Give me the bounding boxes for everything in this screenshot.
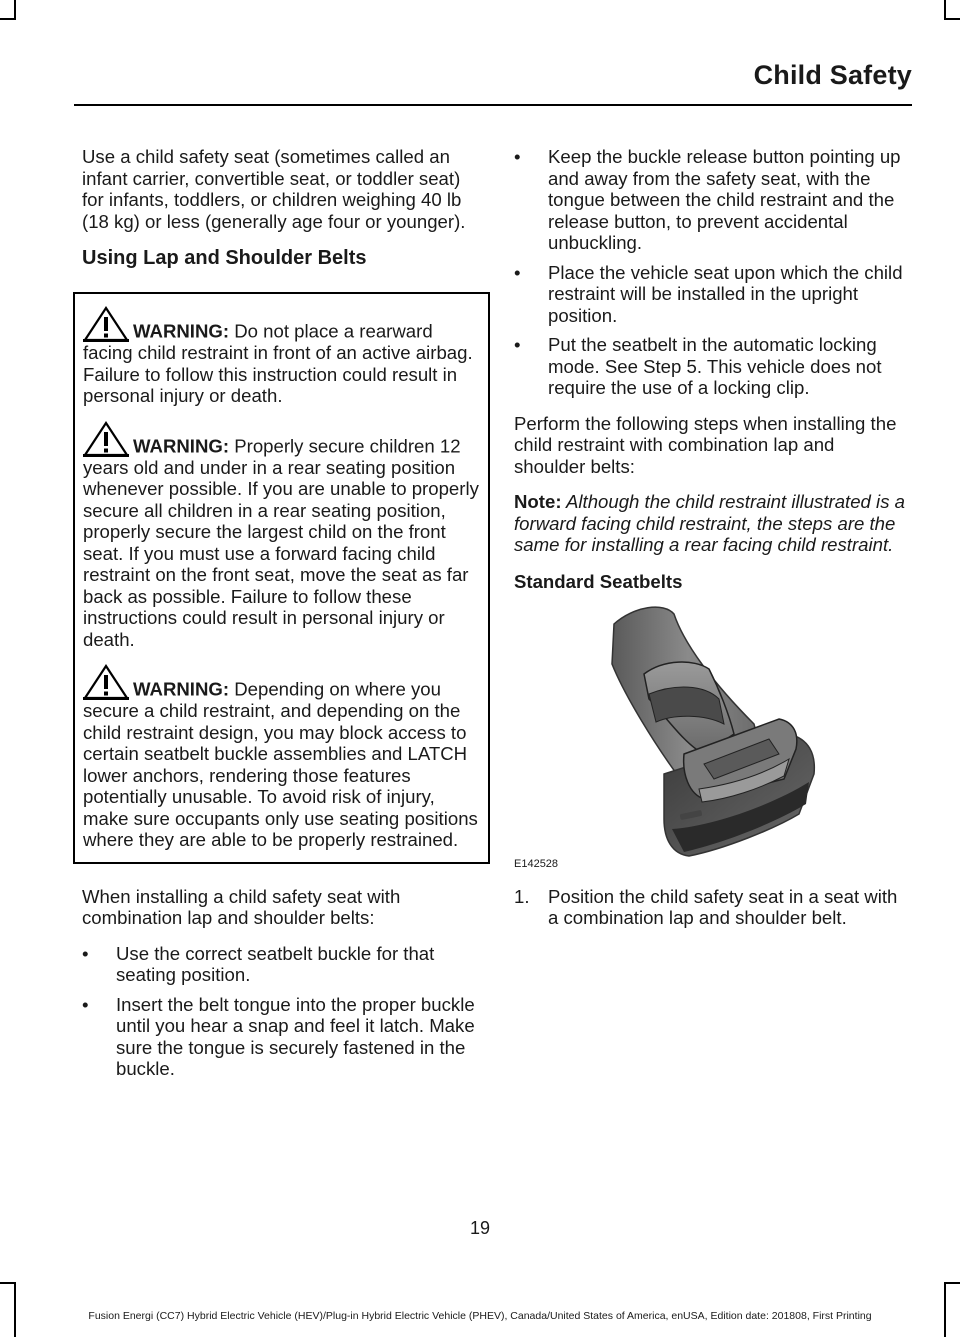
left-column bbox=[82, 146, 482, 1094]
warning-text: Depending on where you secure a child restraint, and depending on the child restraint design, you may block access to certain seatbelt buckle assemblies and LATCH lower anchors, rendering those features potentially unusable. To avoid risk of injury, make sure occupants only use seating positions where they are able to be properly restrained. bbox=[83, 678, 478, 850]
crop-mark bbox=[0, 1282, 16, 1284]
crop-mark bbox=[944, 18, 960, 20]
page-title: Child Safety bbox=[753, 60, 912, 90]
list-item: • Put the seatbelt in the automatic locking mode. See Step 5. This vehicle does not require the use of a locking clip. bbox=[514, 334, 910, 399]
section-heading: Using Lap and Shoulder Belts bbox=[82, 247, 367, 269]
warning-item bbox=[83, 664, 482, 851]
step-text: Position the child safety seat in a seat with a combination lap and shoulder belt. bbox=[548, 885, 898, 928]
steps-intro: Perform the following steps when installing the child restraint with combination lap and shoulder belts: bbox=[514, 412, 897, 477]
intro-paragraph: Use a child safety seat (sometimes called an infant carrier, convertible seat, or toddler seat) for infants, toddlers, or children weighing 40 lb (18 kg) or less (generally age four or younger). bbox=[82, 146, 466, 232]
note bbox=[514, 491, 910, 556]
figure-id: E142528 bbox=[514, 858, 559, 870]
note-label: Note: bbox=[514, 491, 562, 512]
footer-text: Fusion Energi (CC7) Hybrid Electric Vehicle (HEV)/Plug-in Hybrid Electric Vehicle (PHEV), Canada/United States of America, enUSA, Edition date: 201808, First Printing bbox=[88, 1310, 872, 1322]
crop-mark bbox=[944, 1282, 960, 1284]
install-intro: When installing a child safety seat with combination lap and shoulder belts: bbox=[82, 885, 401, 928]
warning-item bbox=[83, 306, 482, 407]
crop-mark bbox=[944, 0, 946, 18]
list-item: • Insert the belt tongue into the proper buckle until you hear a snap and feel it latch. Make sure the tongue is securely fastened in the buckle. bbox=[82, 994, 482, 1080]
crop-mark bbox=[0, 18, 16, 20]
step-number: 1. bbox=[514, 885, 530, 907]
header-divider bbox=[74, 104, 912, 106]
child-safety-seat-illustration bbox=[594, 604, 824, 866]
warning-triangle-icon bbox=[83, 421, 129, 457]
warning-label: WARNING: bbox=[133, 435, 230, 456]
warning-item bbox=[83, 421, 482, 651]
warning-label: WARNING: bbox=[133, 320, 230, 342]
list-item bbox=[514, 886, 910, 929]
list-item: • Use the correct seatbelt buckle for that seating position. bbox=[82, 943, 482, 986]
crop-mark bbox=[14, 1282, 16, 1337]
warning-triangle-icon bbox=[83, 306, 129, 342]
warning-text: Properly secure children 12 years old and under in a rear seating position whenever possible. If you are unable to properly secure all children in a rear seating position, properly secure the largest child on the front seat. If you must use a forward facing child restraint on the front seat, move the seat as far back as possible. Failure to follow these instructions could result in personal injury or death. bbox=[83, 435, 479, 650]
warning-text: Do not place a rearward facing child restraint in front of an active airbag. Failure to follow this instruction could result in personal injury or death. bbox=[83, 320, 473, 406]
right-column bbox=[514, 146, 910, 929]
step-list bbox=[514, 886, 910, 929]
crop-mark bbox=[944, 1282, 946, 1337]
install-bullet-list bbox=[82, 943, 482, 1080]
page-number: 19 bbox=[469, 1218, 491, 1238]
warning-box bbox=[73, 292, 490, 864]
child-seat-figure bbox=[514, 604, 910, 876]
crop-mark bbox=[14, 0, 16, 18]
warning-label: WARNING: bbox=[133, 678, 230, 700]
list-item: • Place the vehicle seat upon which the child restraint will be installed in the upright position. bbox=[514, 262, 910, 327]
subsection-heading: Standard Seatbelts bbox=[514, 570, 683, 592]
warning-triangle-icon bbox=[83, 664, 129, 700]
precaution-bullet-list bbox=[514, 146, 910, 399]
list-item: • Keep the buckle release button pointing up and away from the safety seat, with the tongue between the child restraint and the release button, to prevent accidental unbuckling. bbox=[514, 146, 910, 254]
note-text: Although the child restraint illustrated is a forward facing child restraint, the steps are the same for installing a rear facing child restraint. bbox=[514, 491, 905, 555]
